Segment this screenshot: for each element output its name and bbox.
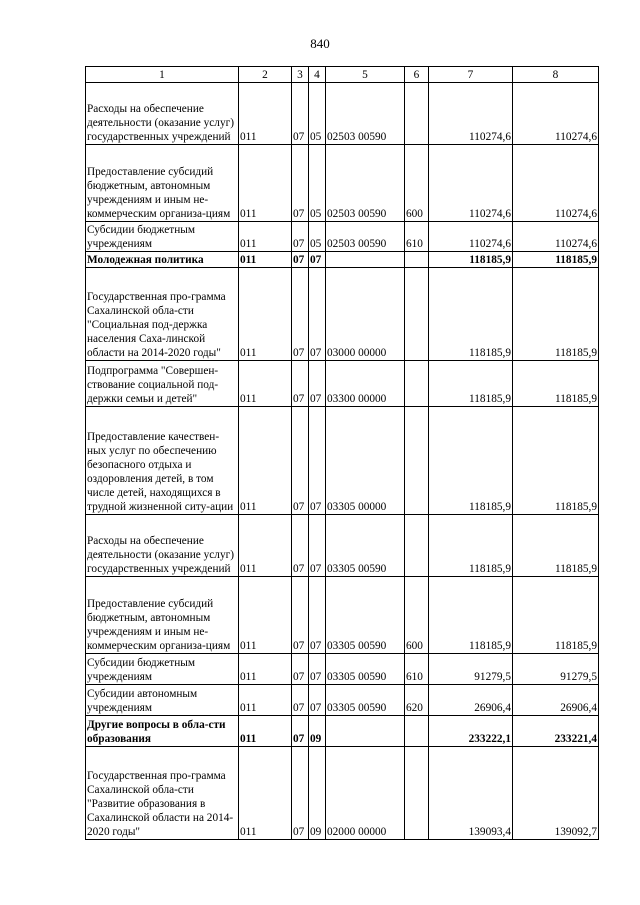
row-section-cell: 07 — [292, 268, 309, 361]
row-expense-type-cell — [405, 361, 429, 407]
row-amount-cell: 118185,9 — [429, 252, 513, 268]
row-section-cell: 07 — [292, 252, 309, 268]
table-row — [86, 515, 599, 577]
table-row — [86, 685, 599, 716]
row-name-cell: Другие вопросы в обла-сти образования — [86, 716, 239, 747]
row-amount-cell: 118185,9 — [513, 407, 599, 515]
row-expense-type-cell — [405, 83, 429, 145]
row-expense-type-cell: 600 — [405, 577, 429, 654]
row-section-cell: 07 — [292, 83, 309, 145]
header-cell: 7 — [429, 67, 513, 83]
table-row — [86, 716, 599, 747]
row-subsection-cell: 07 — [309, 252, 326, 268]
row-section-cell: 07 — [292, 654, 309, 685]
row-target-cell: 03305 00000 — [326, 407, 405, 515]
row-name-cell: Молодежная политика — [86, 252, 239, 268]
row-amount-cell: 118185,9 — [429, 268, 513, 361]
row-subsection-cell: 07 — [309, 268, 326, 361]
row-expense-type-cell — [405, 716, 429, 747]
row-name-cell: Государственная про-грамма Сахалинской обла-сти "Социальная под-держка населения Саха-линской области на 2014-2020 годы" — [86, 268, 239, 361]
row-amount-cell: 118185,9 — [513, 252, 599, 268]
table-row — [86, 747, 599, 840]
header-cell: 5 — [326, 67, 405, 83]
row-amount-cell: 110274,6 — [429, 222, 513, 252]
header-cell: 4 — [309, 67, 326, 83]
table-row — [86, 222, 599, 252]
row-subsection-cell: 07 — [309, 361, 326, 407]
budget-table — [85, 66, 599, 840]
row-section-cell: 07 — [292, 716, 309, 747]
row-target-cell: 02503 00590 — [326, 145, 405, 222]
table-row — [86, 268, 599, 361]
row-amount-cell: 118185,9 — [429, 407, 513, 515]
row-subsection-cell: 05 — [309, 83, 326, 145]
row-code-cell: 011 — [239, 268, 292, 361]
row-target-cell: 02503 00590 — [326, 222, 405, 252]
row-subsection-cell: 07 — [309, 407, 326, 515]
row-amount-cell: 233222,1 — [429, 716, 513, 747]
row-expense-type-cell — [405, 268, 429, 361]
row-section-cell: 07 — [292, 145, 309, 222]
row-target-cell: 03305 00590 — [326, 654, 405, 685]
row-expense-type-cell — [405, 515, 429, 577]
row-name-cell: Подпрограмма "Совершен-ствование социальной под-держки семьи и детей" — [86, 361, 239, 407]
table-row — [86, 252, 599, 268]
row-section-cell: 07 — [292, 515, 309, 577]
row-amount-cell: 118185,9 — [513, 515, 599, 577]
page-number: 840 — [310, 36, 330, 51]
row-expense-type-cell: 610 — [405, 654, 429, 685]
row-code-cell: 011 — [239, 747, 292, 840]
row-subsection-cell: 07 — [309, 654, 326, 685]
row-amount-cell: 110274,6 — [513, 83, 599, 145]
row-name-cell: Предоставление качествен-ных услуг по обеспечению безопасного отдыха и оздоровления детей, в том числе детей, находящихся в трудной жизненной ситу-ации — [86, 407, 239, 515]
row-name-cell: Субсидии бюджетным учреждениям — [86, 222, 239, 252]
row-subsection-cell: 05 — [309, 145, 326, 222]
header-cell: 8 — [513, 67, 599, 83]
row-amount-cell: 118185,9 — [513, 577, 599, 654]
table-row — [86, 83, 599, 145]
row-name-cell: Предоставление субсидий бюджетным, автономным учреждениям и иным не-коммерческим организа-циям — [86, 145, 239, 222]
row-expense-type-cell: 610 — [405, 222, 429, 252]
row-amount-cell: 110274,6 — [429, 83, 513, 145]
row-amount-cell: 139093,4 — [429, 747, 513, 840]
row-subsection-cell: 07 — [309, 685, 326, 716]
row-section-cell: 07 — [292, 685, 309, 716]
row-code-cell: 011 — [239, 222, 292, 252]
table-row — [86, 145, 599, 222]
row-section-cell: 07 — [292, 577, 309, 654]
header-cell: 3 — [292, 67, 309, 83]
row-target-cell: 03305 00590 — [326, 515, 405, 577]
row-name-cell: Государственная про-грамма Сахалинской обла-сти "Развитие образования в Сахалинской области на 2014-2020 годы" — [86, 747, 239, 840]
row-name-cell: Расходы на обеспечение деятельности (оказание услуг) государственных учреждений — [86, 83, 239, 145]
row-code-cell: 011 — [239, 716, 292, 747]
row-amount-cell: 118185,9 — [429, 515, 513, 577]
row-amount-cell: 118185,9 — [429, 577, 513, 654]
row-code-cell: 011 — [239, 145, 292, 222]
table-row — [86, 577, 599, 654]
row-name-cell: Расходы на обеспечение деятельности (оказание услуг) государственных учреждений — [86, 515, 239, 577]
row-subsection-cell: 07 — [309, 515, 326, 577]
row-expense-type-cell — [405, 407, 429, 515]
row-amount-cell: 110274,6 — [513, 145, 599, 222]
row-section-cell: 07 — [292, 407, 309, 515]
row-section-cell: 07 — [292, 747, 309, 840]
row-amount-cell: 91279,5 — [429, 654, 513, 685]
row-amount-cell: 118185,9 — [513, 268, 599, 361]
header-cell: 6 — [405, 67, 429, 83]
row-code-cell: 011 — [239, 685, 292, 716]
row-name-cell: Субсидии бюджетным учреждениям — [86, 654, 239, 685]
row-code-cell: 011 — [239, 83, 292, 145]
row-code-cell: 011 — [239, 407, 292, 515]
row-target-cell: 02503 00590 — [326, 83, 405, 145]
header-cell: 2 — [239, 67, 292, 83]
row-target-cell: 03300 00000 — [326, 361, 405, 407]
row-amount-cell: 118185,9 — [429, 361, 513, 407]
row-target-cell — [326, 716, 405, 747]
row-subsection-cell: 05 — [309, 222, 326, 252]
header-row — [86, 67, 599, 83]
header-cell: 1 — [86, 67, 239, 83]
row-target-cell — [326, 252, 405, 268]
row-target-cell: 03305 00590 — [326, 685, 405, 716]
row-code-cell: 011 — [239, 577, 292, 654]
row-expense-type-cell: 620 — [405, 685, 429, 716]
row-target-cell: 03000 00000 — [326, 268, 405, 361]
row-code-cell: 011 — [239, 252, 292, 268]
row-subsection-cell: 07 — [309, 577, 326, 654]
row-expense-type-cell: 600 — [405, 145, 429, 222]
table-row — [86, 407, 599, 515]
row-amount-cell: 26906,4 — [429, 685, 513, 716]
row-code-cell: 011 — [239, 654, 292, 685]
row-subsection-cell: 09 — [309, 747, 326, 840]
row-target-cell: 03305 00590 — [326, 577, 405, 654]
table-row — [86, 654, 599, 685]
row-amount-cell: 91279,5 — [513, 654, 599, 685]
row-expense-type-cell — [405, 747, 429, 840]
row-amount-cell: 118185,9 — [513, 361, 599, 407]
row-amount-cell: 110274,6 — [429, 145, 513, 222]
row-name-cell: Субсидии автономным учреждениям — [86, 685, 239, 716]
row-code-cell: 011 — [239, 515, 292, 577]
row-amount-cell: 139092,7 — [513, 747, 599, 840]
row-amount-cell: 110274,6 — [513, 222, 599, 252]
row-target-cell: 02000 00000 — [326, 747, 405, 840]
row-section-cell: 07 — [292, 361, 309, 407]
row-name-cell: Предоставление субсидий бюджетным, автономным учреждениям и иным не-коммерческим организа-циям — [86, 577, 239, 654]
row-subsection-cell: 09 — [309, 716, 326, 747]
row-amount-cell: 26906,4 — [513, 685, 599, 716]
row-amount-cell: 233221,4 — [513, 716, 599, 747]
row-code-cell: 011 — [239, 361, 292, 407]
row-section-cell: 07 — [292, 222, 309, 252]
table-row — [86, 361, 599, 407]
row-expense-type-cell — [405, 252, 429, 268]
